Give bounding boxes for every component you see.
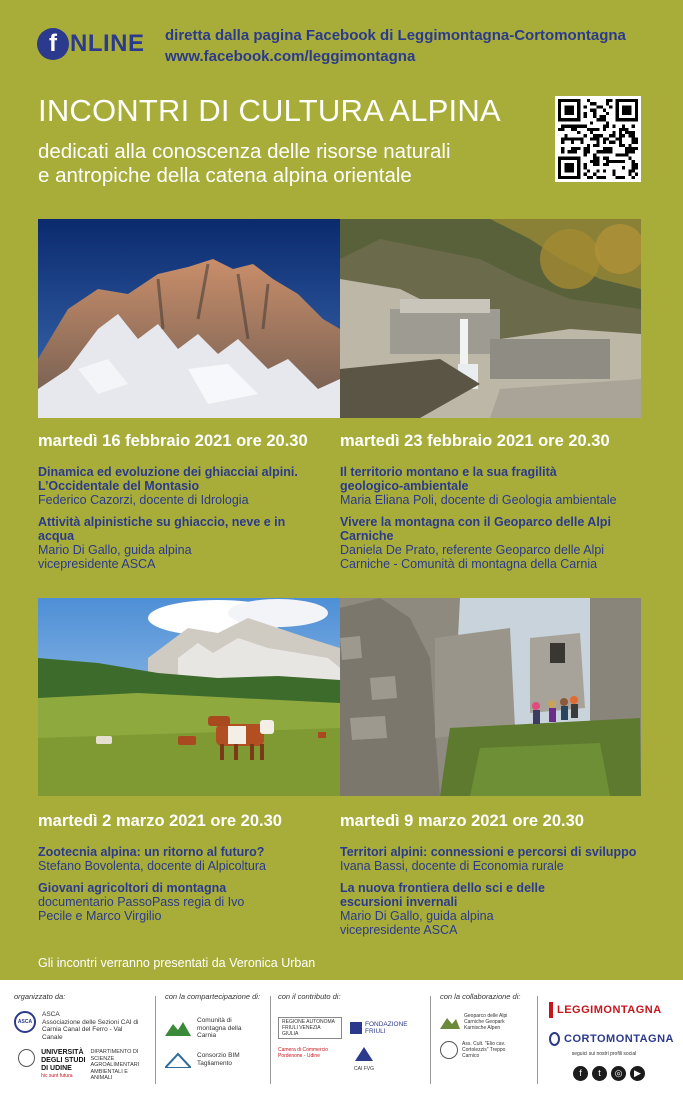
talk-speaker: Mario Di Gallo, guida alpina vicepresidente ASCA xyxy=(38,543,192,571)
asca-logo: ASCA xyxy=(14,1011,36,1033)
talk-title: Zootecnia alpina: un ritorno al futuro? xyxy=(38,845,265,859)
brands xyxy=(549,1002,674,1081)
cai-logo-icon xyxy=(355,1047,373,1061)
event-9-marzo xyxy=(340,812,640,945)
talk-title: Territori alpini: connessioni e percorsi di sviluppo xyxy=(340,845,637,859)
youtube-icon[interactable]: ▶ xyxy=(630,1066,645,1081)
photo-torrent-dam xyxy=(340,219,641,418)
university-tagline: hic sunt futura xyxy=(41,1073,73,1079)
comunita-logo-icon xyxy=(165,1020,191,1036)
co-participants xyxy=(165,992,270,1068)
leggimontagna-logo: LEGGIMONTAGNA xyxy=(557,1004,662,1016)
event-23-febbraio xyxy=(340,432,640,579)
footer-divider xyxy=(537,996,538,1084)
talk-title: Vivere la montagna con il Geoparco delle Alpi Carniche xyxy=(340,515,611,543)
collaborators-label: con la collaborazione di: xyxy=(440,992,521,1001)
asca-name: ASCA xyxy=(42,1011,60,1018)
university-seal-icon xyxy=(18,1049,35,1067)
talk-speaker: Mario Di Gallo, guida alpina vicepresidente ASCA xyxy=(340,909,494,937)
talk-title: La nuova frontiera dello sci e delle escursioni invernali xyxy=(340,881,545,909)
page-title: INCONTRI DI CULTURA ALPINA xyxy=(38,93,501,128)
instagram-icon[interactable]: ◎ xyxy=(611,1066,626,1081)
collaborators xyxy=(440,992,535,1059)
contributors xyxy=(278,992,428,1074)
talk-speaker: Stefano Bovolenta, docente di Alpicoltura xyxy=(38,859,266,873)
subtitle-line-2: e antropiche della catena alpina orientale xyxy=(38,164,412,187)
photo-stone-village xyxy=(340,598,641,796)
footer-divider xyxy=(155,996,156,1084)
leggimontagna-bar-icon xyxy=(549,1002,553,1018)
comunita-name: Comunità di montagna della Carnia xyxy=(197,1017,242,1039)
cai-fvg-name: CAI FVG xyxy=(354,1066,375,1072)
facebook-url[interactable]: www.facebook.com/leggimontagna xyxy=(165,48,416,65)
geoparco-name: Geoparco delle Alpi Carniche Geopark Karnische Alpen xyxy=(464,1013,508,1031)
event-date: martedì 16 febbraio 2021 ore 20.30 xyxy=(38,432,308,450)
photo-snowy-mountain xyxy=(38,219,340,418)
bim-logo-icon xyxy=(165,1052,191,1068)
footer-divider xyxy=(270,996,271,1084)
presenter-note: Gli incontri verranno presentati da Veronica Urban xyxy=(38,956,316,970)
talk-speaker: Maria Eliana Poli, docente di Geologia ambientale xyxy=(340,493,617,507)
event-2-marzo xyxy=(38,812,338,931)
ass-cult-name: Ass. Cult. "Elio cav. Cortolezzis" Treppo Carnico xyxy=(462,1041,506,1059)
social-label: seguici sui nostri profili social xyxy=(571,1051,637,1057)
fondazione-logo-icon xyxy=(350,1022,362,1034)
sponsors-footer xyxy=(0,980,683,1100)
talk-speaker: Ivana Bassi, docente di Economia rurale xyxy=(340,859,564,873)
organizers xyxy=(14,992,149,1082)
geoparco-logo-icon xyxy=(440,1015,460,1029)
talk-title: Il territorio montano e la sua fragilità geologico-ambientale xyxy=(340,465,557,493)
university-department: DIPARTIMENTO DI SCIENZE AGROALIMENTARI AMBIENTALI E ANIMALI xyxy=(90,1049,140,1081)
qr-code[interactable] xyxy=(555,96,641,182)
facebook-notice: diretta dalla pagina Facebook di Leggimontagna-Cortomontagna xyxy=(165,27,626,44)
event-16-febbraio xyxy=(38,432,338,579)
event-date: martedì 23 febbraio 2021 ore 20.30 xyxy=(340,432,610,450)
facebook-icon[interactable]: f xyxy=(573,1066,588,1081)
talk-title: Dinamica ed evoluzione dei ghiacciai alpini. L’Occidentale del Montasio xyxy=(38,465,298,493)
asca-desc: Associazione delle Sezioni CAI di Carnia Canal del Ferro - Val Canale xyxy=(42,1018,139,1041)
subtitle-line-1: dedicati alla conoscenza delle risorse naturali xyxy=(38,140,451,163)
talk-title: Giovani agricoltori di montagna xyxy=(38,881,227,895)
organizers-label: organizzato da: xyxy=(14,992,66,1001)
page-subtitle xyxy=(38,140,538,188)
ass-cult-logo-icon xyxy=(440,1041,458,1059)
cortomontagna-logo: CORTOMONTAGNA xyxy=(564,1033,674,1045)
twitter-icon[interactable]: t xyxy=(592,1066,607,1081)
event-date: martedì 2 marzo 2021 ore 20.30 xyxy=(38,812,282,830)
facebook-icon: f xyxy=(37,28,69,60)
university-name: UNIVERSITÀ DEGLI STUDI DI UDINE xyxy=(41,1049,86,1072)
contributors-label: con il contributo di: xyxy=(278,992,341,1001)
regione-logo: REGIONE AUTONOMA FRIULI VENEZIA GIULIA xyxy=(278,1017,342,1039)
footer-divider xyxy=(430,996,431,1084)
event-date: martedì 9 marzo 2021 ore 20.30 xyxy=(340,812,584,830)
fondazione-name: FONDAZIONE FRIULI xyxy=(365,1020,408,1035)
online-label: NLINE xyxy=(70,30,145,57)
online-logo xyxy=(37,28,145,60)
talk-speaker: Federico Cazorzi, docente di Idrologia xyxy=(38,493,249,507)
talk-title: Attività alpinistiche su ghiaccio, neve e in acqua xyxy=(38,515,286,543)
photo-alpine-pasture xyxy=(38,598,340,796)
talk-speaker: documentario PassoPass regia di Ivo Pecile e Marco Virgilio xyxy=(38,895,245,923)
cortomontagna-circle-icon xyxy=(549,1032,560,1046)
bim-name: Consorzio BIM Tagliamento xyxy=(197,1052,240,1067)
camera-commercio: Camera di Commercio Pordenone - Udine xyxy=(278,1047,329,1059)
co-participants-label: con la compartecipazione di: xyxy=(165,992,261,1001)
talk-speaker: Daniela De Prato, referente Geoparco delle Alpi Carniche - Comunità di montagna della Carnia xyxy=(340,543,605,571)
